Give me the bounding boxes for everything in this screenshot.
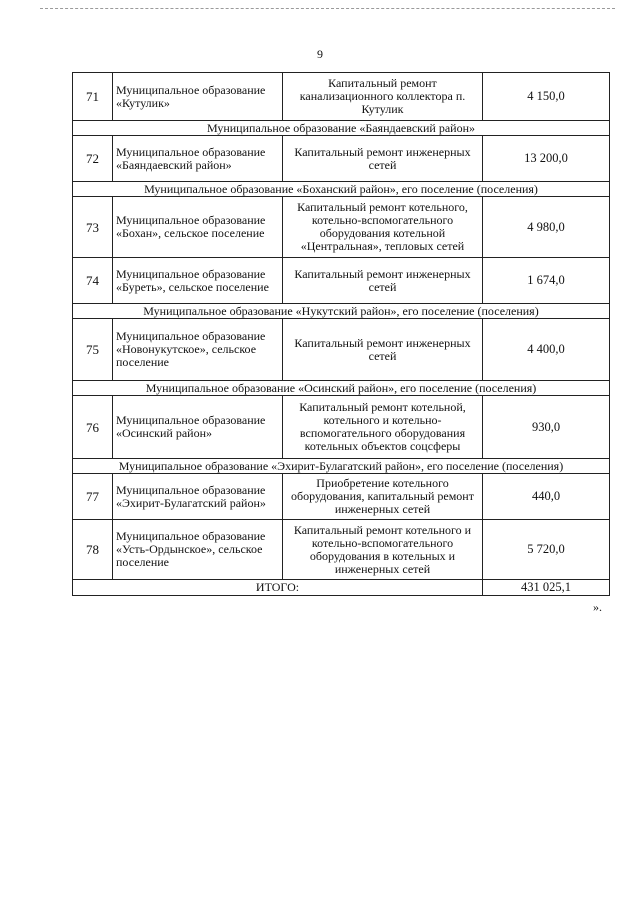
amount-cell: 1 674,0 xyxy=(483,258,610,304)
row-number: 78 xyxy=(73,520,113,580)
work-cell: Капитальный ремонт котельной, котельного и котельно-вспомогательного оборудования котельных объектов соцсферы xyxy=(283,396,483,459)
total-row xyxy=(73,580,610,596)
work-cell: Капитальный ремонт инженерных сетей xyxy=(283,136,483,182)
section-header: Муниципальное образование «Осинский район», его поселение (поселения) xyxy=(73,381,610,396)
amount-cell: 440,0 xyxy=(483,474,610,520)
municipality-cell: Муниципальное образование «Новонукутское», сельское поселение xyxy=(113,319,283,381)
total-label: ИТОГО: xyxy=(73,580,483,596)
work-cell: Капитальный ремонт котельного, котельно-вспомогательного оборудования котельной «Центральная», тепловых сетей xyxy=(283,197,483,258)
municipality-cell: Муниципальное образование «Бохан», сельское поселение xyxy=(113,197,283,258)
section-header: Муниципальное образование «Баяндаевский район» xyxy=(73,121,610,136)
work-cell: Капитальный ремонт котельного и котельно-вспомогательного оборудования в котельных и инженерных сетей xyxy=(283,520,483,580)
municipality-cell: Муниципальное образование «Осинский район» xyxy=(113,396,283,459)
amount-cell: 5 720,0 xyxy=(483,520,610,580)
work-cell: Приобретение котельного оборудования, капитальный ремонт инженерных сетей xyxy=(283,474,483,520)
amount-cell: 13 200,0 xyxy=(483,136,610,182)
section-header: Муниципальное образование «Боханский район», его поселение (поселения) xyxy=(73,182,610,197)
work-cell: Капитальный ремонт инженерных сетей xyxy=(283,319,483,381)
amount-cell: 4 980,0 xyxy=(483,197,610,258)
top-scan-line xyxy=(40,8,615,9)
row-number: 77 xyxy=(73,474,113,520)
municipality-cell: Муниципальное образование «Усть-Ордынское», сельское поселение xyxy=(113,520,283,580)
table-row xyxy=(73,319,610,381)
section-row xyxy=(73,381,610,396)
work-cell: Капитальный ремонт канализационного коллектора п. Кутулик xyxy=(283,73,483,121)
total-amount: 431 025,1 xyxy=(483,580,610,596)
section-row xyxy=(73,304,610,319)
amount-cell: 930,0 xyxy=(483,396,610,459)
section-row xyxy=(73,459,610,474)
funding-table xyxy=(72,72,610,596)
table-row xyxy=(73,136,610,182)
municipality-cell: Муниципальное образование «Кутулик» xyxy=(113,73,283,121)
closing-quote-mark: ». xyxy=(593,600,602,614)
row-number: 75 xyxy=(73,319,113,381)
page-number: 9 xyxy=(317,47,323,61)
table-row xyxy=(73,197,610,258)
amount-cell: 4 150,0 xyxy=(483,73,610,121)
work-cell: Капитальный ремонт инженерных сетей xyxy=(283,258,483,304)
table-row xyxy=(73,258,610,304)
row-number: 73 xyxy=(73,197,113,258)
section-row xyxy=(73,182,610,197)
row-number: 76 xyxy=(73,396,113,459)
municipality-cell: Муниципальное образование «Баяндаевский район» xyxy=(113,136,283,182)
row-number: 72 xyxy=(73,136,113,182)
municipality-cell: Муниципальное образование «Буреть», сельское поселение xyxy=(113,258,283,304)
municipality-cell: Муниципальное образование «Эхирит-Булагатский район» xyxy=(113,474,283,520)
row-number: 71 xyxy=(73,73,113,121)
table-row xyxy=(73,73,610,121)
section-header: Муниципальное образование «Эхирит-Булагатский район», его поселение (поселения) xyxy=(73,459,610,474)
section-row xyxy=(73,121,610,136)
row-number: 74 xyxy=(73,258,113,304)
table-row xyxy=(73,396,610,459)
amount-cell: 4 400,0 xyxy=(483,319,610,381)
table-row xyxy=(73,474,610,520)
section-header: Муниципальное образование «Нукутский район», его поселение (поселения) xyxy=(73,304,610,319)
table-row xyxy=(73,520,610,580)
